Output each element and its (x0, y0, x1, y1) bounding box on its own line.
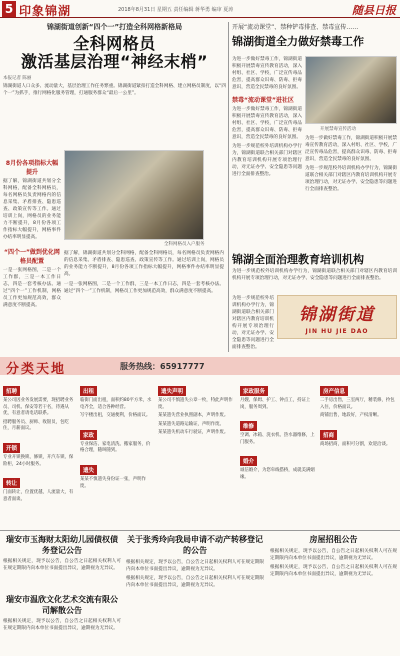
article-body-1: 据了解，锦湖街道共划分全科网格，配备全科网格员，每名网格员负责网格内的信息采集、矛盾排查、隐患巡查、政策宣传等工作。通过培训上岗，网格员的业务能力不断提升，8月份各项工作指标大幅提升，网格事件办结率明显提高。 (3, 179, 61, 240)
brand-box (277, 295, 397, 339)
right-text-col-2 (305, 135, 397, 245)
classified-item: 临街门面出租，面积约80平方米，水电齐全，适合各种经营。 (80, 398, 152, 410)
article-subhead-2: “四个一”做到优化网格员配置 (4, 249, 60, 265)
strap-headline: 锦湖全面治理教育培训机构 (232, 253, 364, 266)
classified-item: 某公司因业务发展需要，现招聘业务员、司机、保安等若干名，待遇从优，有意者请电话联系。 (3, 398, 74, 417)
classified-column-2 (80, 378, 154, 492)
right-kicker: 开展“流动课堂”、禁种铲毒排查、禁毒宣传…… (232, 24, 359, 31)
classified-header (0, 357, 400, 375)
classified-item: 商场招商，面积可分割，欢迎洽谈。 (320, 441, 391, 447)
classified-column-3 (158, 378, 236, 439)
right-article (232, 22, 397, 49)
classified-item: 月嫂、保姆、护工、钟点工，持证上岗，服务周到。 (240, 398, 311, 410)
notice-body: 根据相关规定，现予以公告，自公告之日起相关权利人可在规定期限内向本单位书面提出异议，逾期视为无异议。 (126, 560, 264, 572)
notice-body: 根据相关规定，现予以公告，自公告之日起相关权利人可在规定期限内向本单位书面提出异议，逾期视为无异议。 (270, 549, 397, 561)
classified-item: 门面转让，位置优越，人流量大，有意者面谈。 (3, 490, 74, 502)
article-subhead-1: 8月份各项指标大幅提升 (5, 160, 59, 176)
classified-category: 招聘 (3, 386, 20, 396)
notice-title: 房屋招租公告 (309, 535, 358, 544)
classified-category: 出租 (80, 386, 97, 396)
strap-body-block-2 (232, 295, 274, 351)
classified-column-4 (240, 378, 316, 484)
column-divider (228, 22, 229, 352)
article-lead: 锦湖街道人口众多、流动量大，基层治理工作任务繁重。锦湖街道紧扣打造全科网格、建立网格员制度，以“四个一”为抓手，推行网格化服务管理，打通服务群众“最后一公里”。 (3, 83, 226, 96)
notice-left-2 (3, 594, 121, 632)
notice-body-2: 根据相关规定，现予以公告，自公告之日起相关权利人可在规定期限内向本单位书面提出异议，逾期视为无异议。 (270, 565, 397, 577)
section-title: 印象锦湖 (19, 4, 72, 18)
classified-category: 转让 (3, 478, 20, 488)
main-article (3, 22, 226, 97)
notice-center (126, 534, 264, 589)
classified-item: 某某不慎遗失身份证一张，声明作废。 (80, 476, 146, 489)
brand-pinyin: JIN HU JIE DAO (305, 328, 369, 335)
right-subhead: 禁毒“流动课堂”进社区 (232, 97, 294, 104)
classified-item: 空调、冰箱、洗衣机、热水器维修，上门服务。 (240, 433, 315, 445)
article-photo (64, 150, 204, 240)
page-header (0, 0, 400, 18)
article-body-lower: 据了解，锦湖街道共划分全科网格，配备全科网格员，每名网格员负责网格内的信息采集、矛盾排查、隐患巡查、政策宣传等工作。通过培训上岗，网格员的业务能力不断提升，8月份各项工作指标大幅提升，网格事件办结率明显提高。 (64, 251, 224, 277)
article-body-lower-2: 一是一张网格图，二是一个工作群，三是一本工作日志，四是一套考核办法。通过“四个一”工作机制，网格员工作更加规范高效，群众满意度不断提高。 (64, 282, 224, 294)
classified-category: 房产信息 (320, 386, 348, 396)
paper-logo: 随县日报 (352, 4, 396, 17)
classified-category: 婚介 (240, 456, 257, 466)
classified-category: 家政 (80, 430, 97, 440)
notice-body: 根据相关规定，现予以公告，自公告之日起相关权利人可在规定期限内向本单位书面提出异议，逾期视为无异议。 (3, 619, 121, 631)
notice-right (270, 534, 397, 578)
article-headline-1: 全科网格员 (73, 34, 156, 53)
brand-name: 锦湖街道 (299, 305, 375, 325)
notice-body-2: 根据相关规定，现予以公告，自公告之日起相关权利人可在规定期限内向本单位书面提出异议，逾期视为无异议。 (126, 576, 264, 588)
notice-left-1 (3, 534, 121, 572)
article-photo-caption: 全科网格员入户服务 (164, 242, 205, 247)
classified-title: 分类天地 (6, 362, 67, 377)
notices-divider (0, 530, 400, 531)
classified-item: 专业开锁换锁、修锁，开汽车锁、保险柜，24小时服务。 (3, 454, 74, 467)
right-headline: 锦湖街道全力做好禁毒工作 (232, 35, 364, 48)
classified-item: 专业保洁、家电清洗、搬家服务，价格合理，随叫随到。 (80, 441, 151, 454)
classified-category: 遗失 (80, 465, 97, 475)
right-body: 为进一步做好禁毒工作，锦湖街道积极开展禁毒宣传教育活动，深入村组、社区、学校，广泛宣传毒品危害，提高群众识毒、防毒、拒毒意识，营造全民禁毒的良好氛围。 (232, 57, 302, 90)
notice-title: 关于张秀玲向我局申请不动产转移登记的公告 (127, 535, 263, 555)
classified-column-1 (3, 378, 77, 505)
page-number: 5 (2, 1, 16, 17)
classified-hotline: 服务热线：65917777 (120, 362, 205, 371)
classified-item: 某某遗失道路运输证，声明作废。 (158, 421, 224, 427)
notice-title: 瑞安市玉海财太阳幼儿园债权债务登记公告 (6, 535, 118, 555)
classified-item: 某公司不慎遗失公章一枚，特此声明作废。 (158, 398, 233, 410)
classified-item: 诚信婚介，为您牵线搭桥，成就美满姻缘。 (240, 468, 315, 480)
classified-category: 家政服务 (240, 386, 268, 396)
notice-body: 根据相关规定，现予以公告，自公告之日起相关权利人可在规定期限内向本单位书面提出异议，逾期视为无异议。 (3, 559, 121, 571)
classified-column-5 (320, 378, 397, 450)
classified-item: 某某遗失营业执照副本，声明作废。 (158, 413, 229, 419)
strap-body-2: 为进一步规范校外培训机构办学行为，锦湖街道联合相关部门对辖区内教育培训机构开展专项治理行动，对无证办学、安全隐患等问题进行全面排查整治。 (232, 296, 274, 350)
right-body-5: 为进一步规范校外培训机构办学行为，锦湖街道联合相关部门对辖区内教育培训机构开展专项治理行动，对无证办学、安全隐患等问题进行全面排查整治。 (305, 166, 397, 192)
article-lower-text (64, 250, 224, 345)
strap-body-block (232, 268, 397, 292)
article-body-2: 一是一张网格图，二是一个工作群，三是一本工作日志，四是一套考核办法。通过“四个一”工作机制，网格员工作更加规范高效，群众满意度不断提高。 (3, 268, 61, 308)
article-byline: 本报记者 陈丽 (3, 75, 32, 81)
right-body-3: 为进一步规范校外培训机构办学行为，锦湖街道联合相关部门对辖区内教育培训机构开展专项治理行动，对无证办学、安全隐患等问题进行全面排查整治。 (232, 144, 302, 177)
classified-category: 维修 (240, 421, 257, 431)
header-meta: 2018年8月31日 星期五 责任编辑 蒋华勇 编审 夏涛 (118, 7, 234, 13)
classified-category: 遗失声明 (158, 386, 186, 396)
right-photo (305, 56, 397, 124)
classified-category: 开锁 (3, 443, 20, 453)
classified-item: 二手房出售，三室两厅，精装修，拎包入住，价格面议。 (320, 398, 395, 410)
right-body-4: 为进一步做好禁毒工作，锦湖街道积极开展禁毒宣传教育活动，深入村组、社区、学校，广泛宣传毒品危害，提高群众识毒、防毒、拒毒意识，营造全民禁毒的良好氛围。 (305, 136, 397, 162)
right-body-2: 为进一步做好禁毒工作，锦湖街道积极开展禁毒宣传教育活动，深入村组、社区、学校，广泛宣传毒品危害，提高群众识毒、防毒、拒毒意识，营造全民禁毒的良好氛围。 (232, 107, 302, 140)
article-headline-2: 激活基层治理“神经末梢” (20, 52, 209, 72)
classified-item: 某某遗失机动车行驶证，声明作废。 (158, 430, 229, 436)
notice-title: 瑞安市温欣文化艺术交流有限公司解散公告 (6, 595, 118, 615)
article-side-column (3, 158, 61, 309)
classified-category: 招商 (320, 430, 337, 440)
classified-item: 招聘服务员、厨师、收银员，包吃住，月薪面议。 (3, 419, 69, 432)
article-kicker: 锦湖街道创新“四个一”打造全科网格新格局 (46, 23, 183, 31)
right-photo-caption: 开展禁毒宣传活动 (320, 127, 356, 132)
right-text-col (232, 56, 302, 246)
strap-body: 为进一步规范校外培训机构办学行为，锦湖街道联合相关部门对辖区内教育培训机构开展专项治理行动，对无证办学、安全隐患等问题进行全面排查整治。 (232, 269, 397, 281)
classified-item: 商铺出售，地段好，产权清晰。 (320, 413, 382, 419)
classified-item: 写字楼出租，交通便利，价格面议。 (80, 413, 151, 419)
